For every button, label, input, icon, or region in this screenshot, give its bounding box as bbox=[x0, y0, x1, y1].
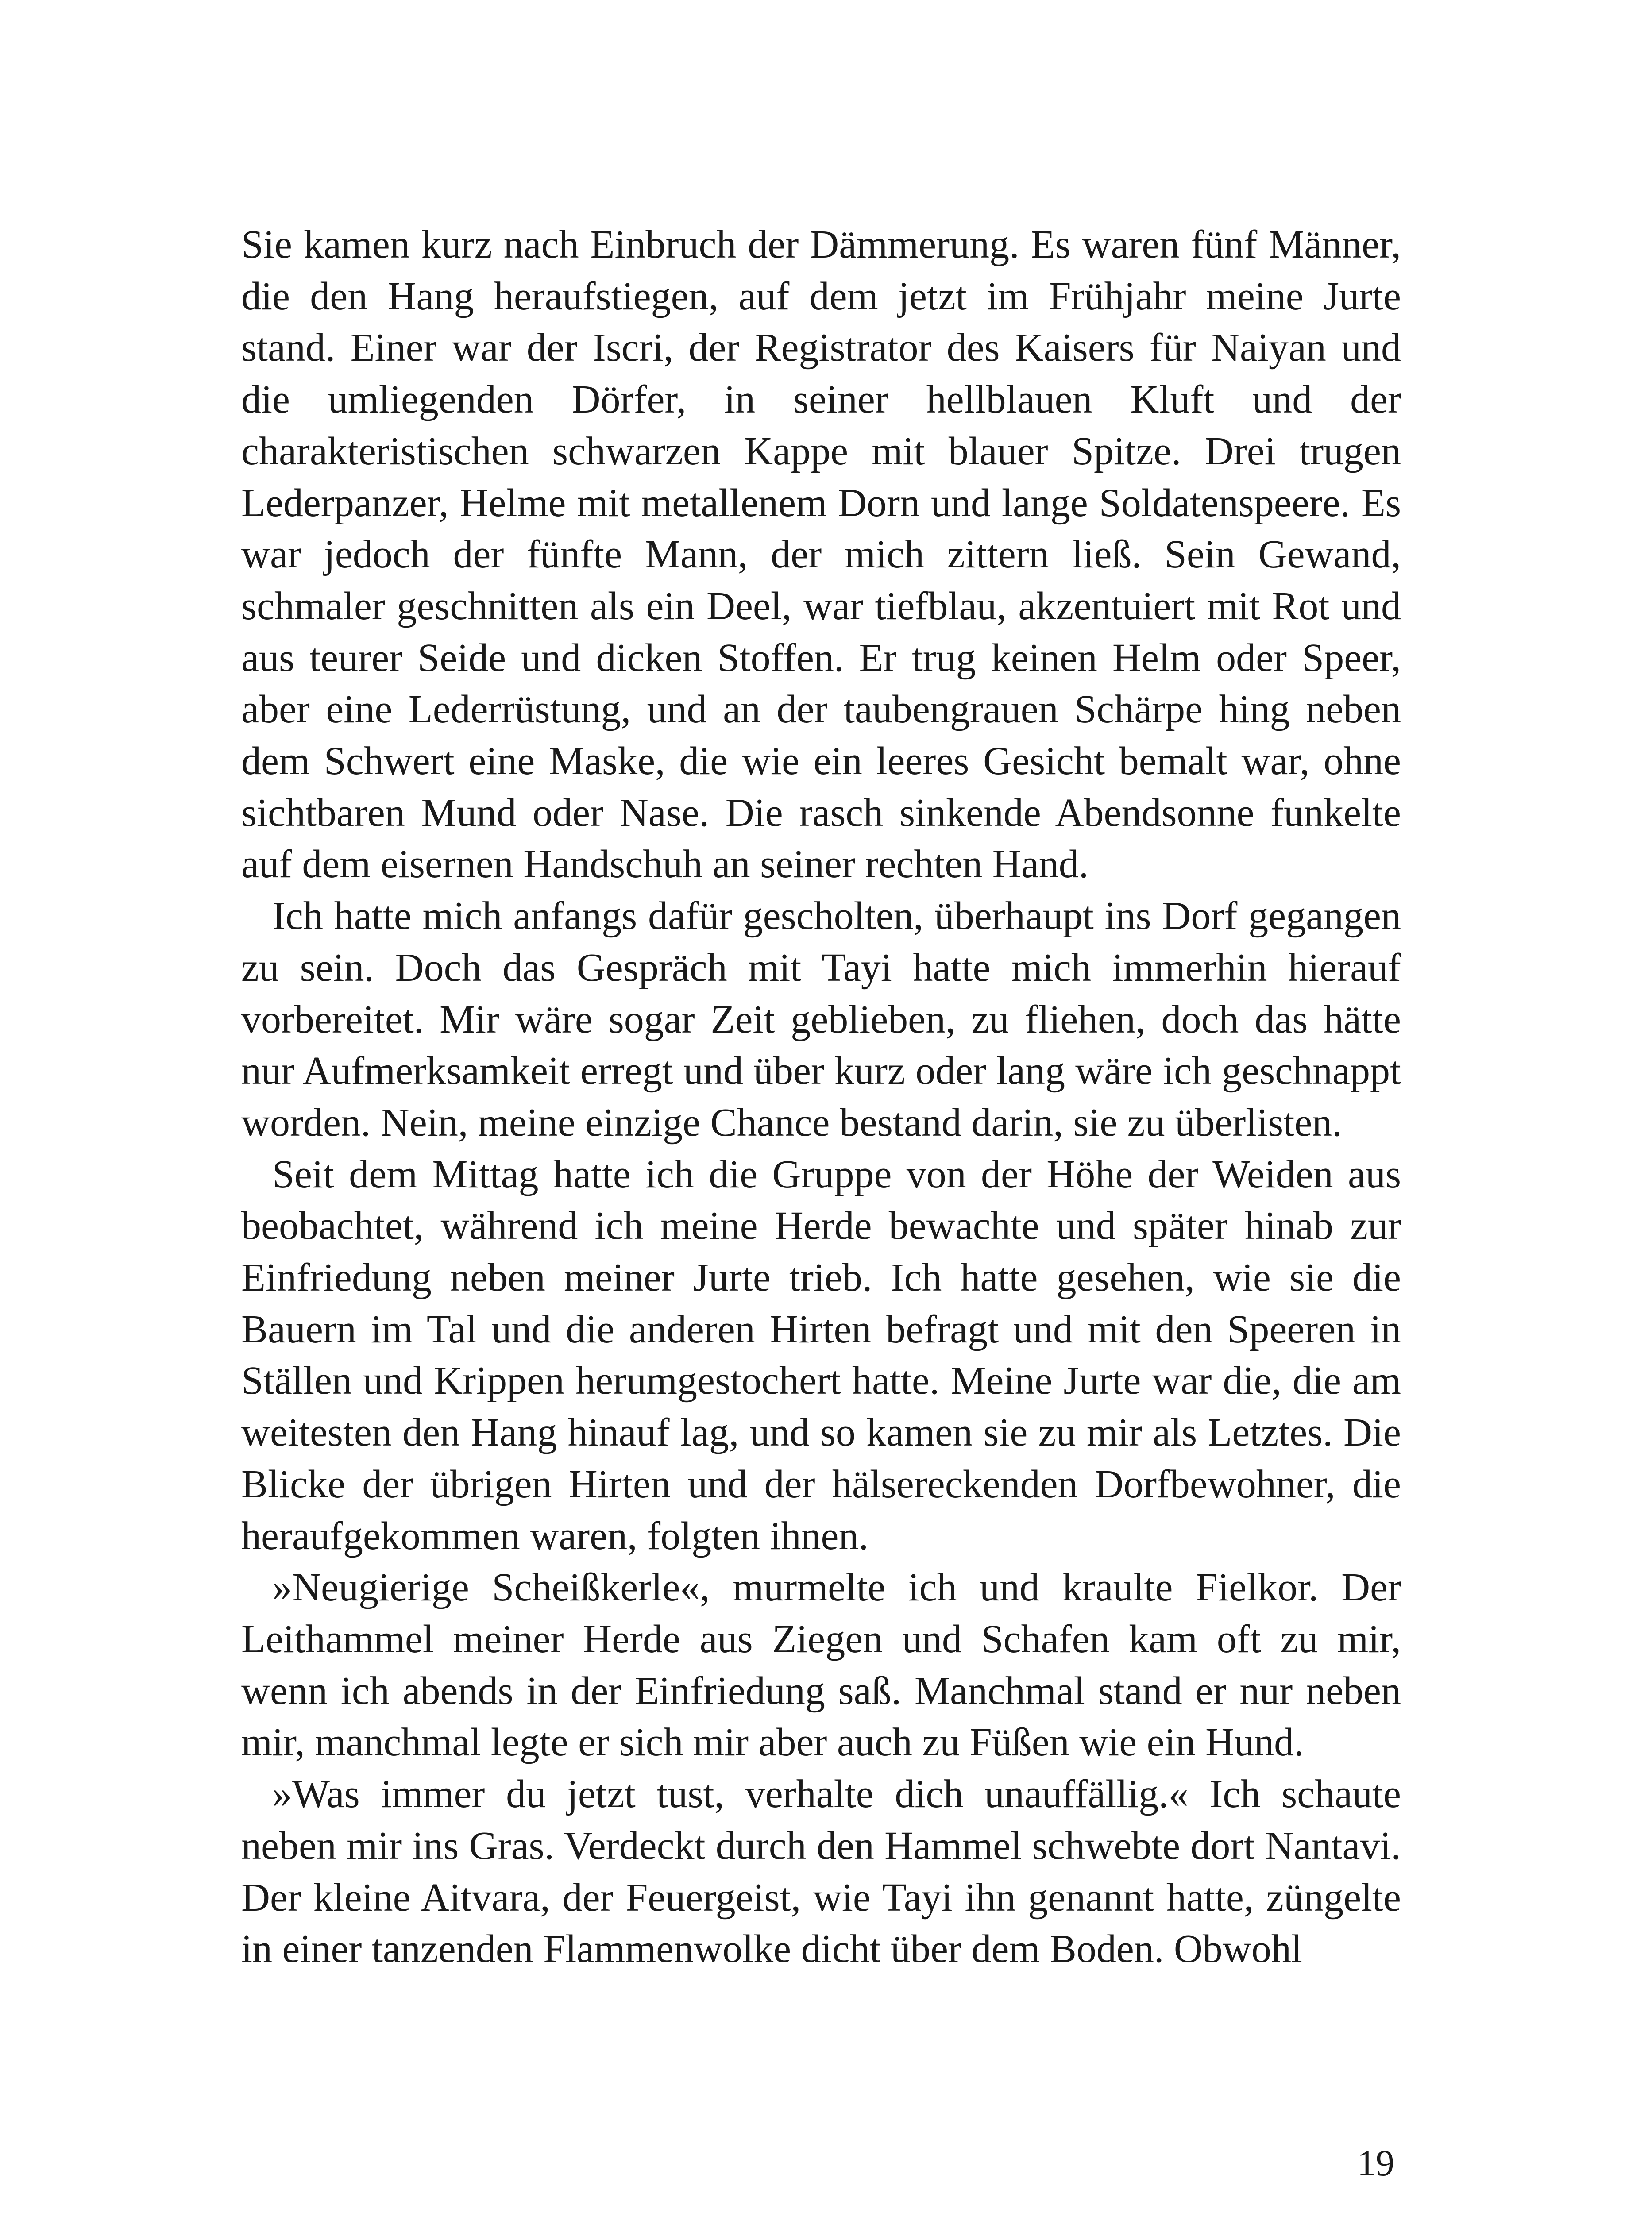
paragraph-1: Sie kamen kurz nach Einbruch der Dämmerung. Es waren fünf Männer, die den Hang heraufstiegen, auf dem jetzt im Frühjahr meine Jurte stand. Einer war der Iscri, der Registrator des Kaisers für Naiyan und die umliegenden Dörfer, in seiner hellblauen Kluft und der charakteristischen schwarzen Kappe mit blauer Spitze. Drei trugen Lederpanzer, Helme mit metallenem Dorn und lange Soldatenspeere. Es war jedoch der fünfte Mann, der mich zittern ließ. Sein Gewand, schmaler geschnitten als ein Deel, war tiefblau, akzentuiert mit Rot und aus teurer Seide und dicken Stoffen. Er trug keinen Helm oder Speer, aber eine Lederrüstung, und an der taubengrauen Schärpe hing neben dem Schwert eine Maske, die wie ein leeres Gesicht bemalt war, ohne sichtbaren Mund oder Nase. Die rasch sinkende Abendsonne funkelte auf dem eisernen Handschuh an seiner rechten Hand. bbox=[241, 223, 1401, 887]
paragraph-2: Ich hatte mich anfangs dafür gescholten, überhaupt ins Dorf gegangen zu sein. Doch das Gespräch mit Tayi hatte mich immerhin hierauf vorbereitet. Mir wäre sogar Zeit geblieben, zu fliehen, doch das hätte nur Aufmerksamkeit erregt und über kurz oder lang wäre ich geschnappt worden. Nein, meine einzige Chance bestand darin, sie zu überlisten. bbox=[241, 894, 1401, 1145]
paragraph-5: »Was immer du jetzt tust, verhalte dich unauffällig.« Ich schaute neben mir ins Gras. Verdeckt durch den Hammel schwebte dort Nantavi. Der kleine Aitvara, der Feuergeist, wie Tayi ihn genannt hatte, züngelte in einer tanzenden Flammenwolke dicht über dem Boden. Obwohl bbox=[241, 1772, 1401, 1971]
paragraph-3: Seit dem Mittag hatte ich die Gruppe von der Höhe der Weiden aus beobachtet, während ich meine Herde bewachte und später hinab zur Einfriedung neben meiner Jurte trieb. Ich hatte gesehen, wie sie die Bauern im Tal und die anderen Hirten befragt und mit den Speeren in Ställen und Krippen herumgestochert hatte. Meine Jurte war die, die am weitesten den Hang hinauf lag, und so kamen sie zu mir als Letztes. Die Blicke der übrigen Hirten und der hälsereckenden Dorfbewohner, die heraufgekommen waren, folgten ihnen. bbox=[241, 1152, 1401, 1558]
body-text bbox=[241, 219, 1401, 1975]
paragraph-4: »Neugierige Scheißkerle«, murmelte ich und kraulte Fielkor. Der Leithammel meiner Herde aus Ziegen und Schafen kam oft zu mir, wenn ich abends in der Einfriedung saß. Manchmal stand er nur neben mir, manchmal legte er sich mir aber auch zu Füßen wie ein Hund. bbox=[241, 1565, 1401, 1765]
page-number: 19 bbox=[1357, 2143, 1394, 2184]
